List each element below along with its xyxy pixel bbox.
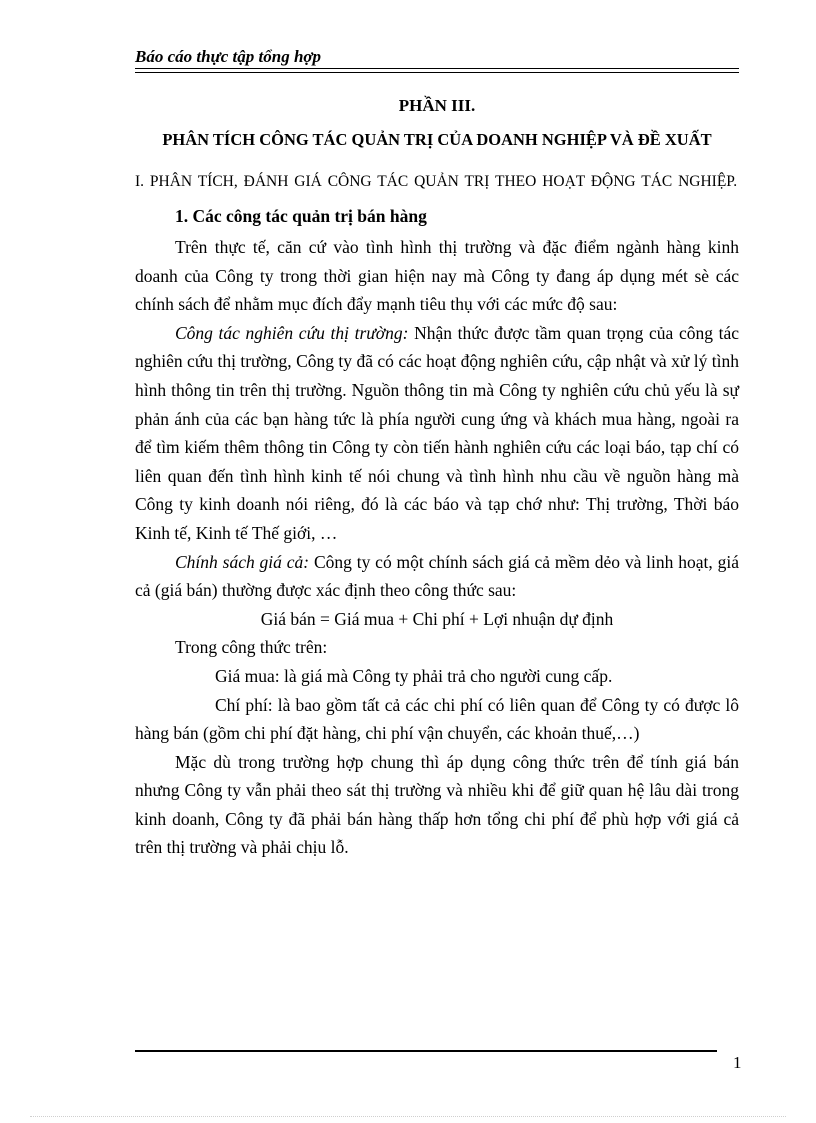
page-bottom-border	[30, 1116, 786, 1117]
footer-rule	[135, 1050, 717, 1052]
intro-paragraph: Trên thực tế, căn cứ vào tình hình thị trường và đặc điểm ngành hàng kinh doanh của Công ty trong thời gian hiện nay mà Công ty đang áp dụng mét sè các chính sách để nhằm mục đích đẩy mạnh tiêu thụ với các mức độ sau:	[135, 237, 739, 315]
price-formula: Giá bán = Giá mua + Chi phí + Lợi nhuận dự định	[260, 608, 614, 629]
conclusion-paragraph: Mặc dù trong trường hợp chung thì áp dụng công thức trên để tính giá bán nhưng Công ty vẫn phải theo sát thị trường và nhiều khi để giữ quan hệ lâu dài trong kinh doanh, Công ty đã phải bán hàng thấp hơn tổng chi phí để phù hợp với giá cả trên thị trường và phải chịu lỗ.	[135, 751, 739, 858]
subsection-heading: 1. Các công tác quản trị bán hàng	[175, 206, 427, 226]
price-policy-text: Công ty có một chính sách giá cả mềm dẻo và linh hoạt, giá cả (giá bán) thường được xác định theo công thức sau:	[135, 551, 739, 601]
header-rule	[135, 68, 739, 69]
page-number: 1	[733, 1053, 742, 1072]
part-subtitle: PHÂN TÍCH CÔNG TÁC QUẢN TRỊ CỦA DOANH NGHIỆP VÀ ĐỀ XUẤT	[162, 130, 712, 149]
header-title: Báo cáo thực tập tổng hợp	[135, 47, 322, 66]
cost-definition: Chí phí: là bao gồm tất cả các chi phí có liên quan để Công ty có được lô hàng bán (gồm chi phí đặt hàng, chi phí vận chuyển, các khoản thuế,…)	[135, 694, 739, 744]
price-policy-paragraph	[135, 548, 739, 605]
part-title: PHẦN III.	[398, 96, 476, 115]
purchase-price-definition: Giá mua: là giá mà Công ty phải trả cho người cung cấp.	[215, 665, 613, 686]
header-rule-thin	[135, 72, 739, 73]
market-research-text: Nhận thức được tầm quan trọng của công tác nghiên cứu thị trường, Công ty đã có các hoạt động nghiên cứu, cập nhật và xử lý tình hình thông tin trên thị trường. Nguồn thông tin mà Công ty nghiên cứu chủ yếu là sự phản ánh của các bạn hàng tức là phía người cung ứng và khách mua hàng, ngoài ra để tìm kiếm thêm thông tin Công ty còn tiến hành nghiên cứu các loại báo, tạp chí có liên quan đến tình hình kinh tế nói chung và tình hình nhu cầu về nguồn hàng mà Công ty kinh doanh nói riêng, đó là các báo và tạp chớ như: Thị trường, Thời báo Kinh tế, Kinh tế Thế giới, …	[135, 322, 739, 543]
market-research-paragraph	[135, 319, 739, 548]
price-policy-label: Chính sách giá cả:	[175, 551, 310, 572]
section-heading: I. PHÂN TÍCH, ĐÁNH GIÁ CÔNG TÁC QUẢN TRỊ THEO HOẠT ĐỘNG TÁC NGHIỆP.	[135, 173, 738, 190]
market-research-label: Công tác nghiên cứu thị trường:	[175, 322, 409, 343]
page-content	[135, 92, 739, 862]
formula-intro: Trong công thức trên:	[175, 637, 328, 658]
